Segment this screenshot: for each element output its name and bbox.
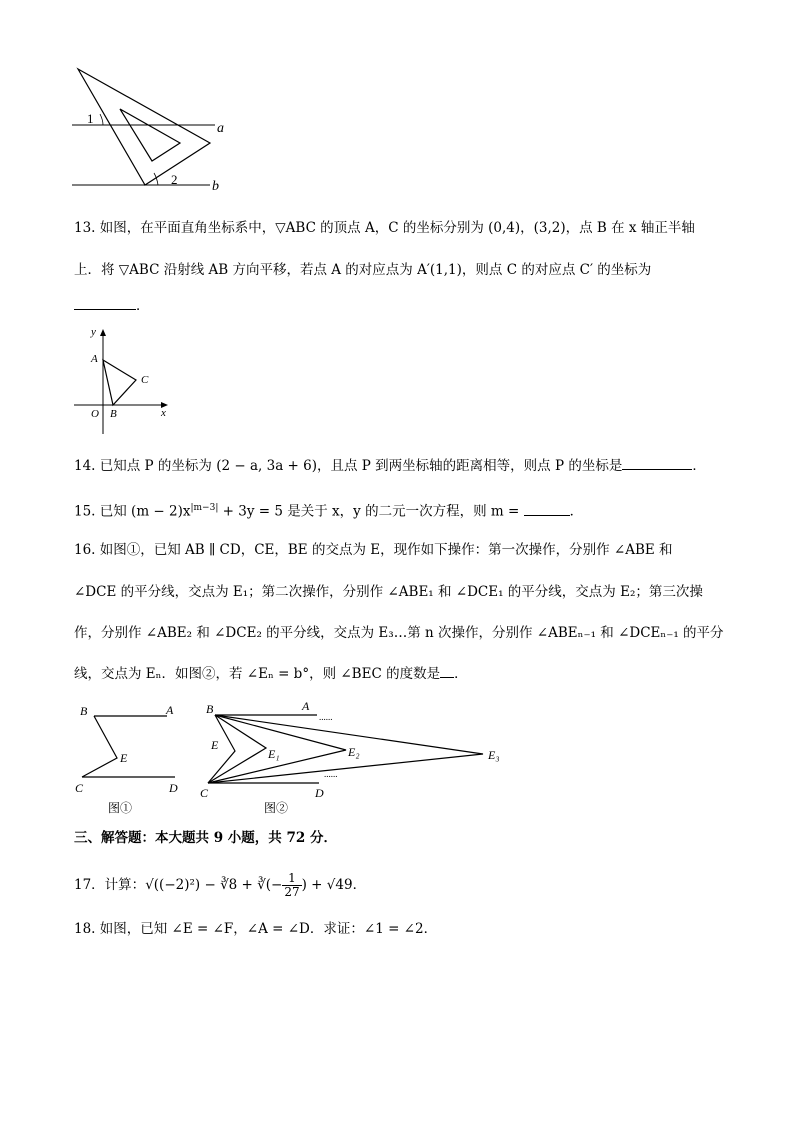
q17-fraction [282,872,301,899]
path-bec [82,716,117,777]
label-C: C [141,374,149,386]
q16-line2: ∠DCE 的平分线，交点为 E₁；第二次操作，分别作 ∠ABE₁ 和 ∠DCE₁ 的平分线，交点为 E₂；第三次操 [74,584,703,600]
q15-answer-blank[interactable] [524,503,570,516]
label-A: A [91,353,98,365]
q12-figure [70,62,240,202]
label-2: 2 [171,172,178,187]
q16-line4 [74,665,468,683]
q18-line: 18. 如图，已知 ∠E = ∠F，∠A = ∠D．求证：∠1 = ∠2． [74,921,438,937]
label-C: C [200,786,209,800]
q16-end: ． [454,666,468,682]
label-a: a [217,121,224,136]
label-D: D [315,786,324,800]
label-E1: E₁ [268,747,280,761]
q14-answer-blank[interactable] [622,457,692,470]
label-C: C [75,781,84,795]
label-1: 1 [87,111,94,126]
label-E: E [120,751,128,765]
triangle-outer [78,69,210,185]
q16-line4-text: 线，交点为 Eₙ．如图②，若 ∠Eₙ = b°，则 ∠BEC 的度数是 [74,666,441,682]
q16-figure-1 [72,698,192,820]
q14-end: ． [692,458,706,474]
q17-expr-b: − ∛8 + ∛(− [200,877,283,893]
angle-1-arc [100,114,103,125]
q15-text-post: + 3y = 5 是关于 x，y 的二元一次方程，则 m = [218,503,520,520]
label-E: E [211,738,219,752]
q17-denominator: 27 [284,885,300,899]
label-E3: E₃ [488,748,500,762]
q14-line [74,457,706,475]
label-A: A [166,703,174,717]
label-B: B [110,408,117,420]
dots-top: ...... [319,712,333,722]
label-A: A [302,699,310,713]
label-b: b [212,179,219,194]
section-heading: 三、解答题：本大题共 9 小题，共 72 分． [74,830,337,846]
caption-fig1: 图① [108,801,133,815]
q17-line [74,872,366,899]
q13-line1: 13. 如图，在平面直角坐标系中，▽ABC 的顶点 A，C 的坐标分别为 (0,4)，(3,2)，点 B 在 x 轴正半轴 [74,220,695,236]
q16-figure-2 [196,698,516,820]
q17-numerator: 1 [282,872,301,886]
q15-text-pre: 15. 已知 (m − 2)x [74,503,191,520]
q13-line3 [74,297,150,315]
q16-line1: 16. 如图①，已知 AB ∥ CD，CE，BE 的交点为 E，现作如下操作：第一次操作，分别作 ∠ABE 和 [74,542,673,558]
label-B: B [206,702,214,716]
label-D: D [169,781,178,795]
triangle-abc [103,360,136,405]
dots-bottom: ...... [324,769,338,779]
q17-expr-c: ) + √49 [301,877,353,893]
q17-expr-a: √((−2)²) [145,877,201,893]
q16-line3: 作，分别作 ∠ABE₂ 和 ∠DCE₂ 的平分线，交点为 E₃…第 n 次操作，分别作 ∠ABEₙ₋₁ 和 ∠DCEₙ₋₁ 的平分 [74,625,724,641]
q13-answer-blank[interactable] [74,297,136,310]
q17-end: ． [352,877,367,893]
q14-text: 14. 已知点 P 的坐标为 (2 − a, 3a + 6)，且点 P 到两坐标轴的距离相等，则点 P 的坐标是 [74,458,623,474]
q13-line2: 上．将 ▽ABC 沿射线 AB 方向平移，若点 A 的对应点为 A′(1,1)，则点 C 的对应点 C′ 的坐标为 [74,262,652,278]
q15-end: ． [569,503,584,520]
label-E2: E₂ [348,745,360,759]
triangle-inner [120,109,180,161]
q13-figure [70,322,180,437]
q17-prefix: 17．计算： [74,877,146,893]
label-y: y [91,326,96,338]
y-axis-arrow [100,329,106,336]
q15-exponent: |m−3| [190,503,219,513]
q13-end: ． [136,298,150,314]
label-x: x [161,407,166,419]
label-O: O [91,408,99,420]
caption-fig2: 图② [264,801,289,815]
label-B: B [80,704,88,718]
q15-line [74,499,583,521]
q16-answer-blank[interactable] [440,665,454,678]
